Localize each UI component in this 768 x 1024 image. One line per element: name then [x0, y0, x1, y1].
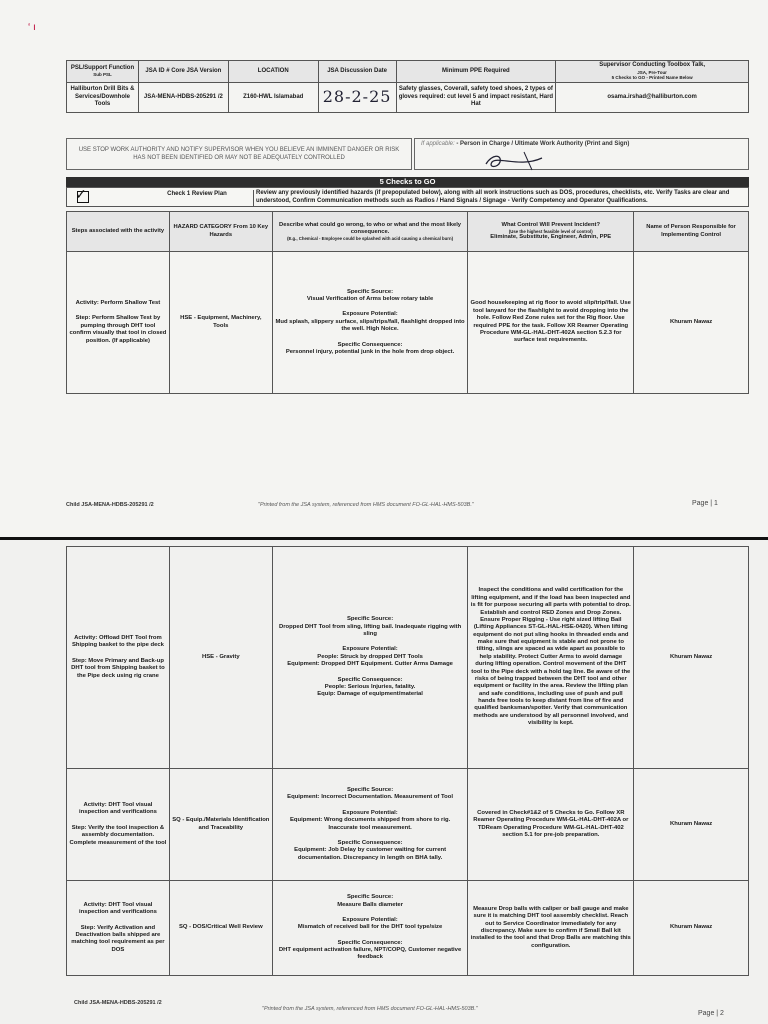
jsa-header-table [66, 60, 749, 113]
row4-responsible: Khuram Nawaz [634, 881, 749, 976]
table-row [67, 769, 749, 881]
footer-printed-note: "Printed from the JSA system, referenced from HMS document FO-GL-HAL-HMS-503B." [262, 1006, 478, 1012]
row3-describe: Specific Source: Equipment: Incorrect Documentation. Measurement of Tool Exposure Potential: Equipment: Wrong documents shipped from shore to rig. Inaccurate tool measurement. Specific Consequence: Equipment: Job Delay by customer waiting for current documentation. Discrepancy in length on BHA tally. [272, 769, 468, 881]
row1-steps: Activity: Perform Shallow Test Step: Perform Shallow Test by pumping through DHT tool confirm visually that tool in closed position. (If applicable) [67, 252, 170, 394]
pic-label-italic: If applicable: [421, 141, 455, 147]
row4-steps: Activity: DHT Tool visual inspection and verifications Step: Verify Activation and Deactivation balls shipped are matching tool requirement as per DOS [67, 881, 170, 976]
row1-hazard: HSE - Equipment, Machinery, Tools [169, 252, 272, 394]
row2-control: Inspect the conditions and valid certification for the lifting equipment, and if the load has been inspected and is fit for purpose securing all parts with potential to drop. Establish and control RED Zones and Drop Zones. Ensure Proper Rigging - Use right sized lifting Bail (Lifting Appliances ST-GL-HAL-HSE-0420). When lifting equipment do not put sling hooks in threaded ends and make sure that equipment is stable and not prone to tilting, slings are spaced as wide apart as possible to help stability. Protect Cutter Arms to avoid damage during lifting operation. Control movement of the DHT tool to the Pipe deck with a hold tag line. Be aware of the risks of being trapped between the DHT tool and other equipment or facility in the area. Review the lifting plan and safe conditions, including use of push and pull hands free tools to keep distant from line of fire and qualified banksman/spotter. Verify that communication methods are understood by all personnel involved, and visibility is kept. [468, 547, 634, 769]
col-hazard: HAZARD CATEGORY From 10 Key Hazards [169, 212, 272, 252]
pic-label: - Person in Charge / Ultimate Work Authority (Print and Sign) [456, 141, 630, 147]
checkmark-icon: ✓ [75, 186, 87, 202]
date-value [318, 82, 396, 112]
row4-hazard: SQ - DOS/Critical Well Review [169, 881, 272, 976]
header-location: LOCATION [228, 61, 318, 83]
footer-jsa-id: Child JSA-MENA-HDBS-205291 /2 [66, 502, 154, 508]
row2-describe: Specific Source: Dropped DHT Tool from sling, lifting bail. Inadequate rigging with sling Exposure Potential: People: Struck by dropped DHT Tools Equipment: Dropped DHT Equipment. Cutter Arms Damage Specific Consequence: People: Serious Injuries, fatality. Equip: Damage of equipment/material [272, 547, 468, 769]
person-in-charge-box [414, 138, 749, 170]
col-control: What Control Will Prevent Incident? (Use the highest feasible level of control) Eliminate, Substitute, Engineer, Admin, PPE [468, 212, 634, 252]
table-row [67, 881, 749, 976]
row2-steps: Activity: Offload DHT Tool from Shipping basket to the pipe deck Step: Move Primary and Back-up DHT tool from Shipping basket to the Pipe deck using rig crane [67, 547, 170, 769]
header-date: JSA Discussion Date [318, 61, 396, 83]
row1-describe: Specific Source: Visual Verification of Arms below rotary table Exposure Potential: Mud splash, slippery surface, slips/trips/fall, flashlight dropped into the well. High Noice. Specific Consequence: Personnel injury, potential junk in the hole from drop object. [272, 252, 468, 394]
footer-page-number: Page | 1 [692, 500, 718, 507]
footer-printed-note: "Printed from the JSA system, referenced from HMS document FO-GL-HAL-HMS-503B." [258, 502, 474, 508]
psl-value: Halliburton Drill Bits & Services/Downhole Tools [67, 82, 139, 112]
hazard-table-page-1 [66, 211, 749, 394]
row3-responsible: Khuram Nawaz [634, 769, 749, 881]
signature-icon [480, 150, 550, 172]
jsa-id-value: JSA-MENA-HDBS-205291 /2 [138, 82, 228, 112]
col-responsible: Name of Person Responsible for Implementing Control [634, 212, 749, 252]
row3-hazard: SQ - Equip./Materials Identification and Traceability [169, 769, 272, 881]
pen-mark: ‘ ı [28, 22, 36, 33]
col-describe: Describe what could go wrong, to who or what and the most likely consequence. (E.g., Chemical - Employee could be splashed with acid causing a chemical burn) [272, 212, 468, 252]
header-jsa-id: JSA ID # Core JSA Version [138, 61, 228, 83]
document-page-2 [0, 540, 768, 1024]
footer-jsa-id: Child JSA-MENA-HDBS-205291 /2 [74, 1000, 162, 1006]
header-psl: PSL/Support Function Sub PSL [67, 61, 139, 83]
row4-control: Measure Drop balls with caliper or ball gauge and make sure it is matching DHT tool assembly checklist. Reach out to Service Coordinator immediately for any discrepancy. Make sure to confirm if Small Ball kit installed to the tool and that Drop Balls are matching this configuration. [468, 881, 634, 976]
table-row [67, 252, 749, 394]
supervisor-value: osama.irshad@halliburton.com [556, 82, 749, 112]
row4-describe: Specific Source: Measure Balls diameter Exposure Potential: Mismatch of received ball for the DHT tool type/size Specific Consequence: DHT equipment activation failure, NPT/COPQ, Customer negative feedback [272, 881, 468, 976]
row3-steps: Activity: DHT Tool visual inspection and verifications Step: Verify the tool inspection & assembly documentation. Complete measurement of the tool [67, 769, 170, 881]
row2-hazard: HSE - Gravity [169, 547, 272, 769]
header-supervisor: Supervisor Conducting Toolbox Talk, JSA, Pre-Tour 5 Checks to GO - Printed Name Below [556, 61, 749, 83]
ppe-value: Safety glasses, Coverall, safety toed shoes, 2 types of gloves required: cut level 5 and impact resistant, Hard Hat [396, 82, 556, 112]
check-1-text: Review any previously identified hazards (if prepopulated below), along with all work instructions such as DOS, procedures, checklists, etc. Verify Tasks are clear and understood, Confirm Communication methods such as Radios / Hand Signals / Signage - Verify Competency and Operator Qualifications. [253, 190, 745, 206]
location-value: Z160-HWL Islamabad [228, 82, 318, 112]
footer-page-number: Page | 2 [698, 1010, 724, 1017]
check-1-label: Check 1 Review Plan [167, 191, 227, 197]
row3-control: Covered in Check#1&2 of 5 Checks to Go. Follow XR Reamer Operating Procedure WM-GL-HAL-DHT-402A or TDReam Operating Procedure WM-GL-HAL-DHT-402 section 5.1 for pre-job preparation. [468, 769, 634, 881]
header-ppe: Minimum PPE Required [396, 61, 556, 83]
five-checks-banner: 5 Checks to GO [66, 177, 749, 187]
row1-control: Good housekeeping at rig floor to avoid slip/trip//fall. Use tool lanyard for the flashlight to avoid dropping into the hole. Follow Red Zone rules set for the Rig floor. Use required PPE for the task. Follow XR Reamer Operating Procedure WM-GL-HAL-DHT-402A section 5.2.3 for surface test requirements. [468, 252, 634, 394]
row2-responsible: Khuram Nawaz [634, 547, 749, 769]
check-1-row [66, 187, 749, 207]
row1-responsible: Khuram Nawaz [634, 252, 749, 394]
table-row [67, 547, 749, 769]
col-steps: Steps associated with the activity [67, 212, 170, 252]
stop-work-notice: USE STOP WORK AUTHORITY AND NOTIFY SUPERVISOR WHEN YOU BELIEVE AN IMMINENT DANGER OR RISK HAS NOT BEEN IDENTIFIED OR MAY NOT BE ADEQUATELY CONTROLLED [66, 138, 412, 170]
handwritten-date: 28-2-25 [322, 87, 392, 107]
hazard-table-page-2 [66, 546, 749, 976]
